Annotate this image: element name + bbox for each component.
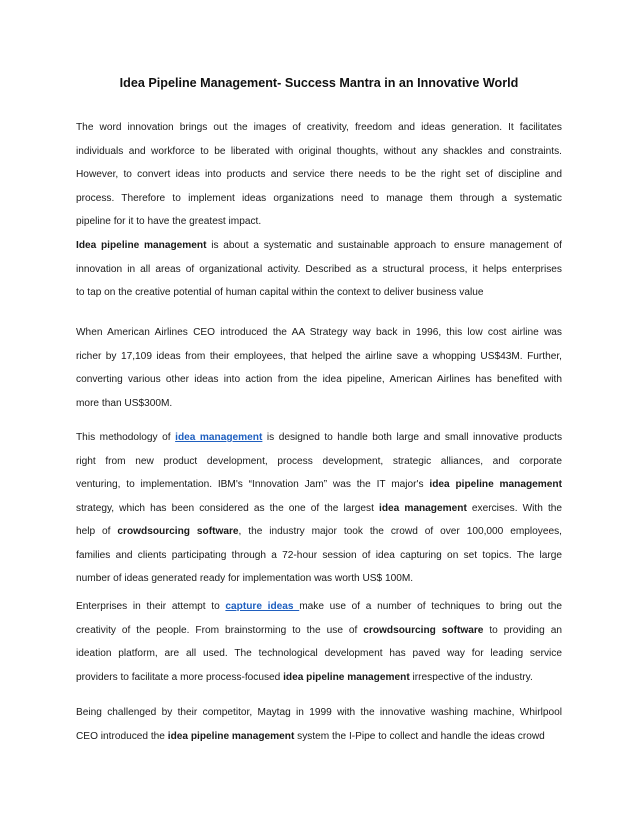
text-run: converting various other ideas into action from the idea pipeline, American Airlines has benefited with bbox=[76, 374, 562, 385]
text-run: pipeline for it to have the greatest impact. bbox=[76, 216, 262, 227]
text-line bbox=[76, 116, 562, 140]
text-run: individuals and workforce to be liberated with original thoughts, without any shackles and constraints. bbox=[76, 145, 562, 157]
paragraph-whirlpool bbox=[76, 701, 562, 748]
text-line bbox=[76, 666, 562, 690]
text-line bbox=[76, 392, 562, 416]
text-line bbox=[76, 187, 562, 211]
document-title: Idea Pipeline Management- Success Mantra in an Innovative World bbox=[119, 76, 519, 90]
text-run: Being challenged by their competitor, Maytag in 1999 with the innovative washing machine, Whirlpool bbox=[76, 707, 562, 718]
bold-keyword: crowdsourcing software bbox=[117, 526, 239, 537]
text-line bbox=[76, 497, 562, 521]
text-line bbox=[76, 450, 562, 474]
text-line bbox=[76, 345, 562, 369]
text-line bbox=[76, 321, 562, 345]
bold-keyword: idea management bbox=[379, 502, 467, 514]
text-line bbox=[76, 426, 562, 450]
paragraph-american-airlines bbox=[76, 321, 562, 415]
text-run: families and clients participating through a 72-hour session of idea capturing on set topics. The large bbox=[76, 549, 562, 561]
text-run: process. Therefore to implement ideas organizations need to manage them through a systematic bbox=[76, 192, 562, 204]
text-run: is designed to handle both large and small innovative products bbox=[262, 432, 562, 443]
text-line bbox=[76, 281, 562, 305]
text-run: richer by 17,109 ideas from their employees, that helped the airline save a whopping US$43M. Further, bbox=[76, 350, 562, 362]
text-line bbox=[76, 725, 562, 749]
text-line bbox=[76, 140, 562, 164]
text-run: make use of a number of techniques to bring out the bbox=[299, 601, 562, 612]
paragraph-definition bbox=[76, 234, 562, 305]
text-line bbox=[76, 544, 562, 568]
text-run: is about a systematic and sustainable approach to ensure management of bbox=[206, 240, 562, 251]
text-line bbox=[76, 368, 562, 392]
text-line bbox=[76, 234, 562, 258]
text-line bbox=[76, 520, 562, 544]
bold-keyword: Idea pipeline management bbox=[76, 240, 207, 251]
text-run: , the industry major took the crowd of over 100,000 employees, bbox=[238, 526, 562, 537]
paragraph-enterprises bbox=[76, 595, 562, 689]
text-run: irrespective of the industry. bbox=[409, 671, 533, 683]
text-run: Enterprises in their attempt to bbox=[76, 601, 226, 612]
text-line bbox=[76, 258, 562, 282]
text-run: strategy, which has been considered as the one of the largest bbox=[76, 502, 379, 514]
bold-keyword: idea pipeline management bbox=[167, 730, 295, 742]
text-run: The word innovation brings out the images of creativity, freedom and ideas generation. It facilitates bbox=[76, 122, 562, 133]
text-run: to providing an bbox=[483, 624, 562, 636]
text-run: help of bbox=[76, 526, 118, 537]
text-run: When American Airlines CEO introduced the AA Strategy way back in 1996, this low cost airline was bbox=[76, 327, 562, 338]
text-run: system the I-Pipe to collect and handle the ideas crowd bbox=[294, 730, 545, 742]
text-line bbox=[76, 567, 562, 591]
text-line bbox=[76, 701, 562, 725]
text-run: However, to convert ideas into products and service there needs to be the right set of discipline and bbox=[76, 169, 562, 180]
text-line bbox=[76, 595, 562, 619]
text-run: innovation in all areas of organizational activity. Described as a structural process, it helps enterprises bbox=[76, 263, 562, 275]
text-run: providers to facilitate a more process-focused bbox=[76, 671, 284, 683]
inline-link[interactable]: idea management bbox=[175, 432, 263, 443]
text-line bbox=[76, 642, 562, 666]
bold-keyword: crowdsourcing software bbox=[363, 624, 484, 636]
inline-link[interactable]: capture ideas bbox=[225, 601, 300, 612]
text-run: exercises. With the bbox=[466, 502, 562, 514]
bold-keyword: idea pipeline management bbox=[283, 671, 410, 683]
text-run: more than US$300M. bbox=[76, 397, 173, 409]
paragraph-methodology bbox=[76, 426, 562, 591]
text-run: right from new product development, process development, strategic alliances, and corporate bbox=[76, 455, 562, 467]
text-run: creativity of the people. From brainstorming to the use of bbox=[76, 624, 364, 636]
text-run: CEO introduced the bbox=[76, 730, 168, 742]
text-line bbox=[76, 210, 562, 234]
text-line bbox=[76, 619, 562, 643]
text-run: number of ideas generated ready for implementation was worth US$ 100M. bbox=[76, 573, 414, 584]
text-run: This methodology of bbox=[76, 432, 176, 443]
text-line bbox=[76, 163, 562, 187]
text-line bbox=[76, 473, 562, 497]
text-run: to tap on the creative potential of human capital within the context to deliver business value bbox=[76, 287, 484, 298]
text-run: venturing, to implementation. IBM's “Innovation Jam” was the IT major's bbox=[76, 479, 430, 490]
paragraph-intro bbox=[76, 116, 562, 234]
text-run: ideation platform, are all used. The technological development has paved way for leading service bbox=[76, 648, 562, 659]
bold-keyword: idea pipeline management bbox=[429, 479, 562, 490]
